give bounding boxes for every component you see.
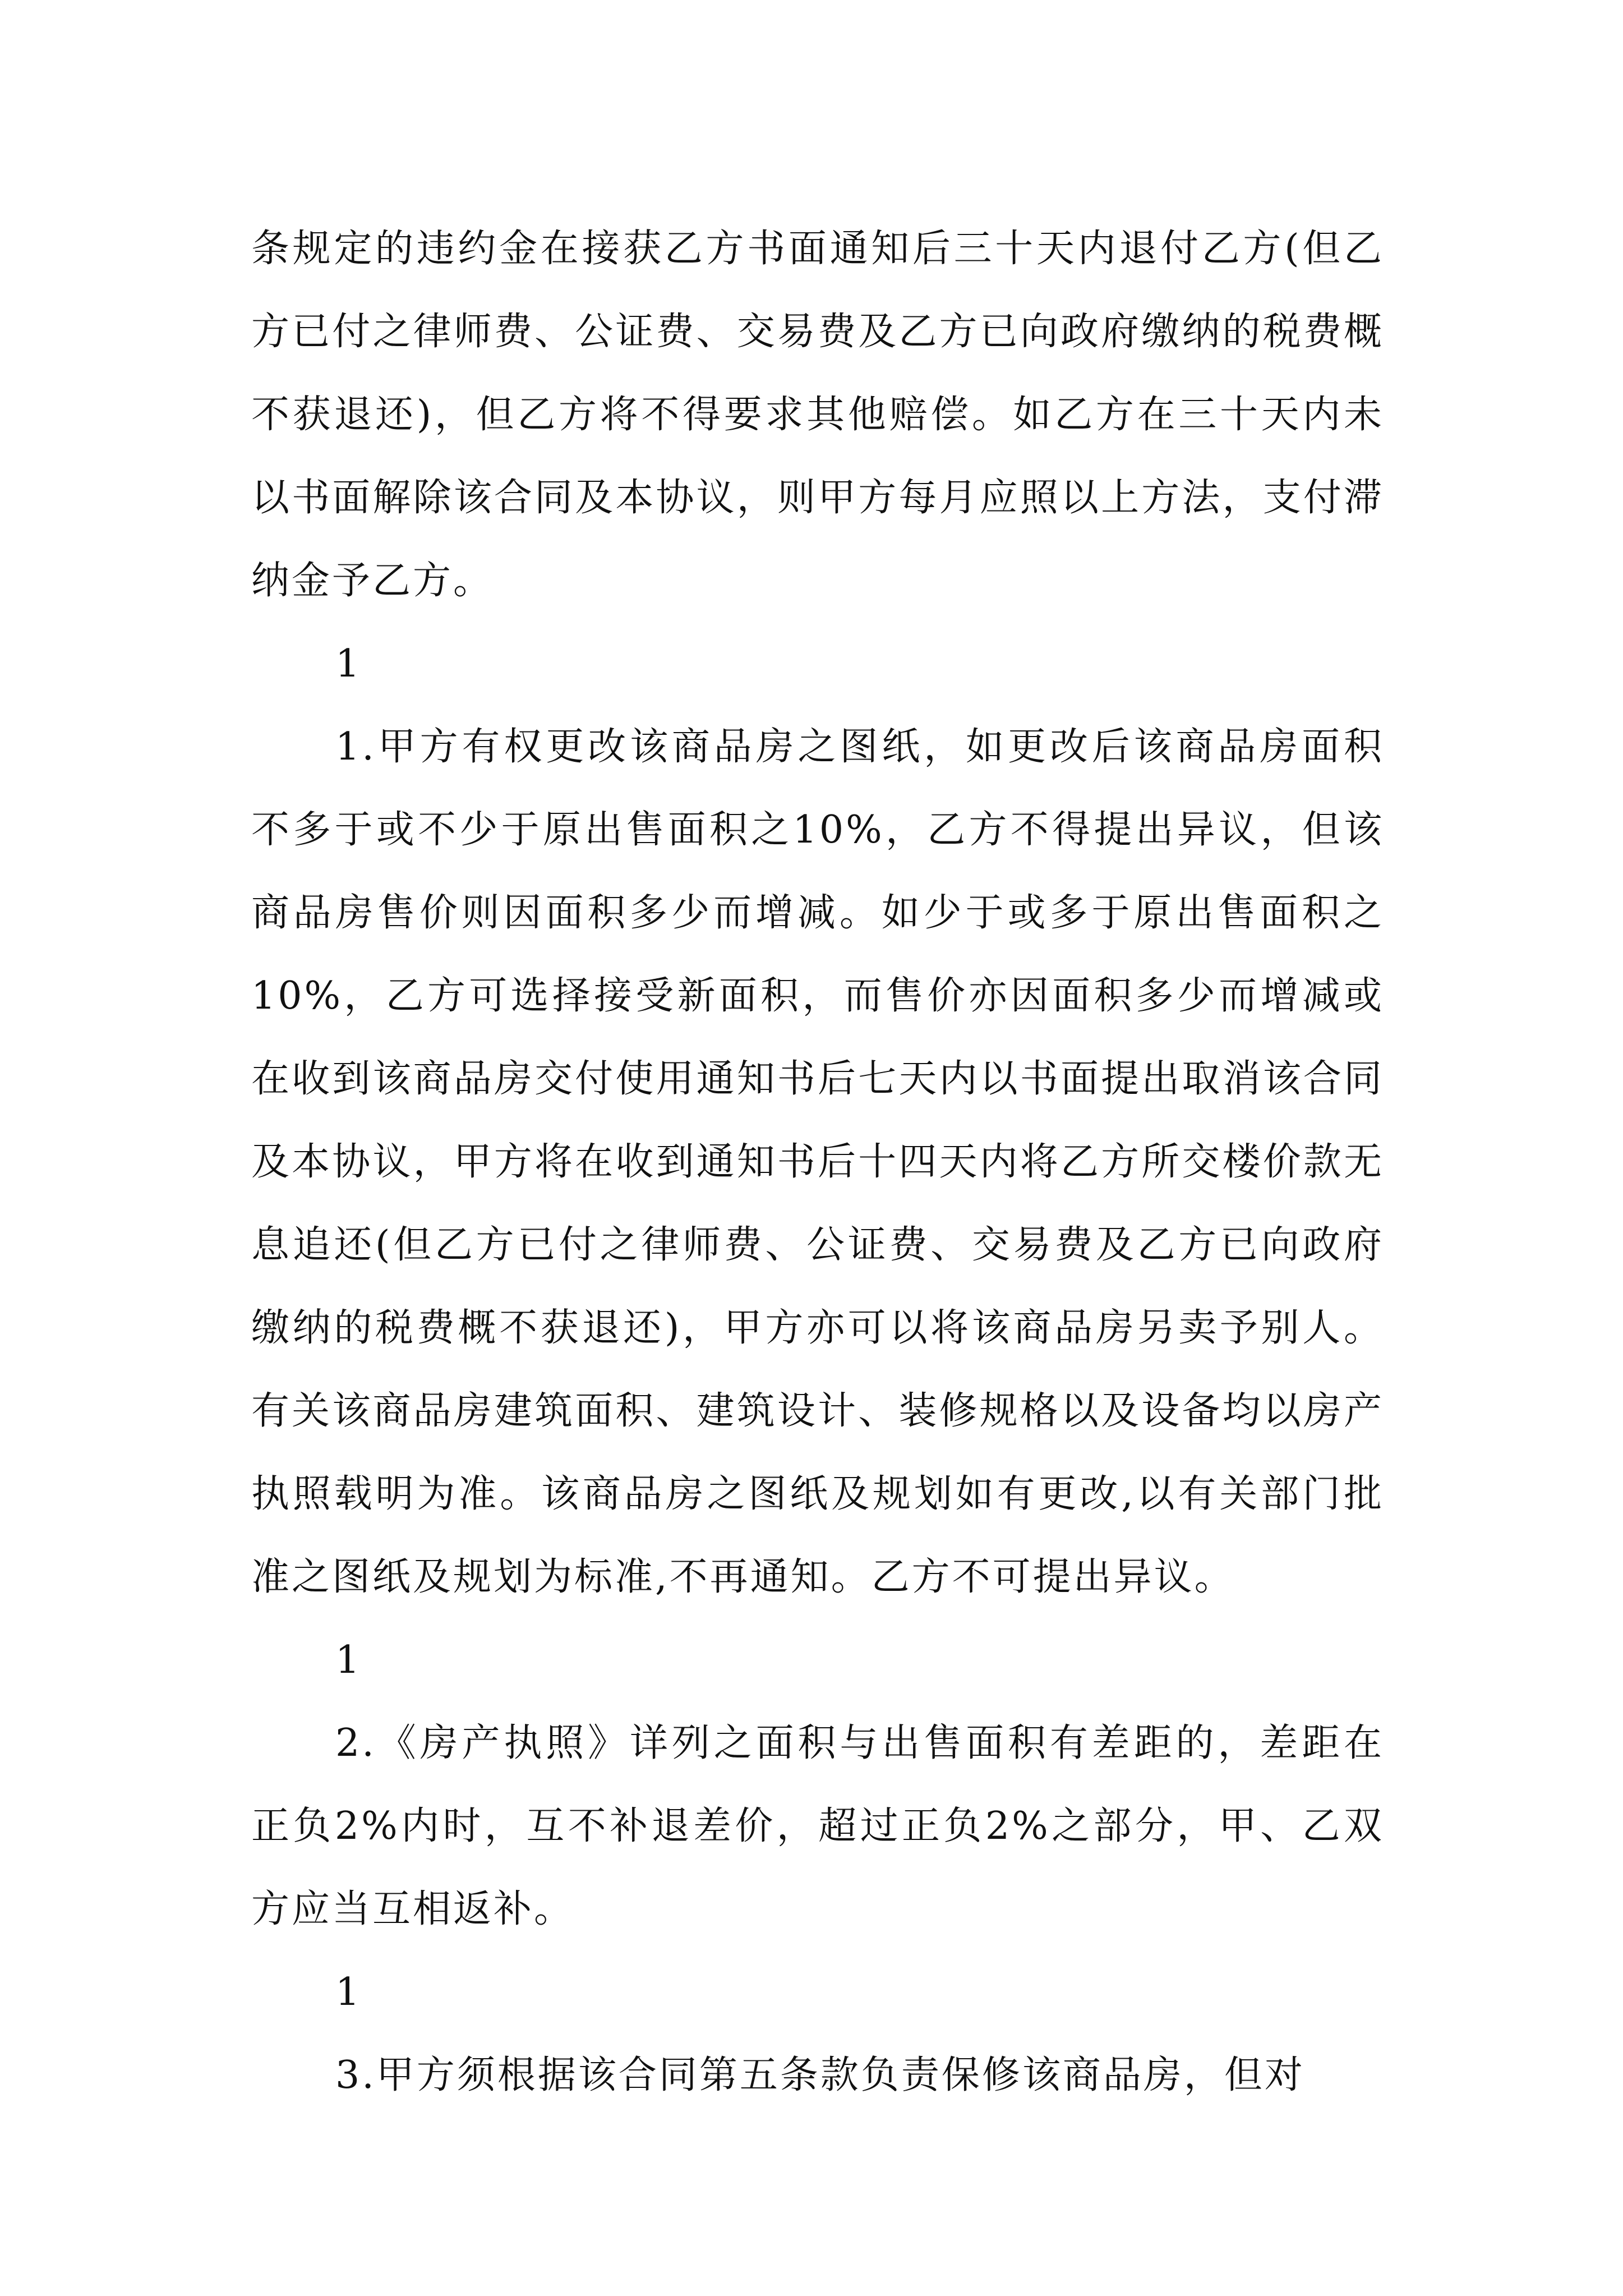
section-number: 1 — [335, 642, 362, 686]
paragraph-clause-2: 2.《房产执照》详列之面积与出售面积有差距的，差距在正负2%内时，互不补退差价，超过正负2%之部分，甲、乙双方应当互相返补。 — [251, 1721, 1384, 1931]
paragraph-continuation: 条规定的违约金在接获乙方书面通知后三十天内退付乙方(但乙方已付之律师费、公证费、交易费及乙方已向政府缴纳的税费概不获退还)，但乙方将不得要求其他赔偿。如乙方在三十天内未以书面解除该合同及本协议，则甲方每月应照以上方法，支付滞纳金予乙方。 — [251, 227, 1384, 603]
section-number: 1 — [335, 1970, 362, 2014]
paragraph-clause-1: 1.甲方有权更改该商品房之图纸，如更改后该商品房面积不多于或不少于原出售面积之10%，乙方不得提出异议，但该商品房售价则因面积多少而增减。如少于或多于原出售面积之10%，乙方可选择接受新面积，而售价亦因面积多少而增减或在收到该商品房交付使用通知书后七天内以书面提出取消该合同及本协议，甲方将在收到通知书后十四天内将乙方所交楼价款无息追还(但乙方已付之律师费、公证费、交易费及乙方已向政府缴纳的税费概不获退还)，甲方亦可以将该商品房另卖予别人。有关该商品房建筑面积、建筑设计、装修规格以及设备均以房产执照载明为准。该商品房之图纸及规划如有更改,以有关部门批准之图纸及规划为标准,不再通知。乙方不可提出异议。 — [251, 725, 1384, 1599]
section-number: 1 — [335, 1638, 362, 1682]
document-body — [251, 208, 1384, 2117]
paragraph-clause-3: 3.甲方须根据该合同第五条款负责保修该商品房，但对 — [335, 2053, 1305, 2097]
